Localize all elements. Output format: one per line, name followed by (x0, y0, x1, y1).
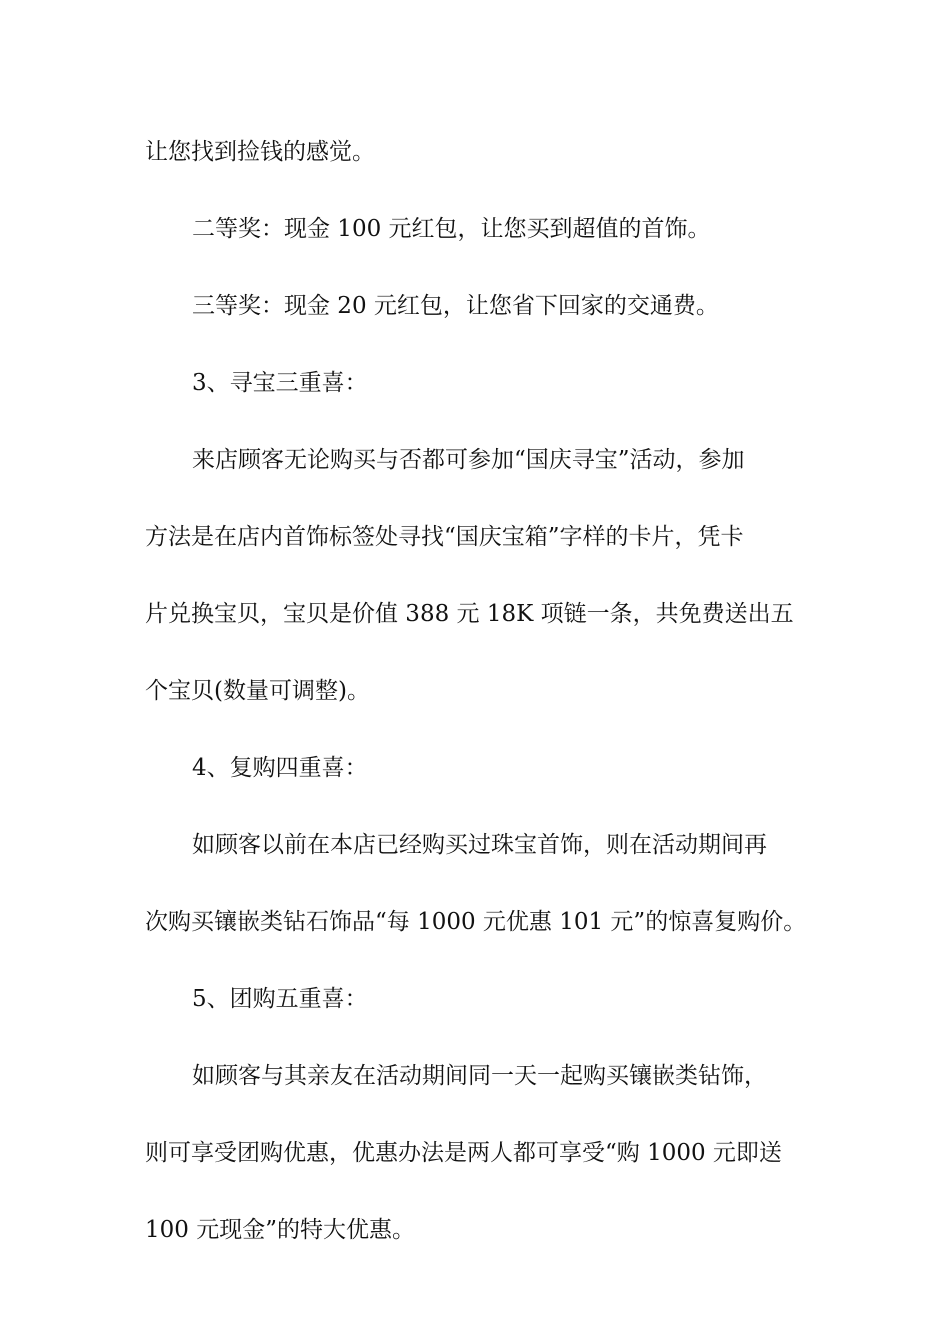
text-line: 次购买镶嵌类钻石饰品“每 1000 元优惠 101 元”的惊喜复购价。 (145, 909, 807, 935)
text-line: 方法是在店内首饰标签处寻找“国庆宝箱”字样的卡片，凭卡 (145, 524, 744, 550)
document-body (145, 114, 815, 1269)
text-line: 让您找到捡钱的感觉。 (145, 139, 375, 165)
text-line: 100 元现金”的特大优惠。 (145, 1217, 415, 1243)
text-line: 片兑换宝贝，宝贝是价值 388 元 18K 项链一条，共免费送出五 (145, 601, 794, 627)
text-line: 二等奖：现金 100 元红包，让您买到超值的首饰。 (192, 216, 711, 242)
section-heading: 3、寻宝三重喜： (192, 370, 368, 396)
text-line: 则可享受团购优惠，优惠办法是两人都可享受“购 1000 元即送 (145, 1140, 782, 1166)
text-line: 三等奖：现金 20 元红包，让您省下回家的交通费。 (192, 293, 719, 319)
section-heading: 4、复购四重喜： (192, 755, 368, 781)
section-heading: 5、团购五重喜： (192, 986, 368, 1012)
text-line: 来店顾客无论购买与否都可参加“国庆寻宝”活动，参加 (192, 447, 745, 473)
text-line: 如顾客与其亲友在活动期间同一天一起购买镶嵌类钻饰， (192, 1063, 767, 1089)
text-line: 个宝贝(数量可调整)。 (145, 678, 370, 704)
text-line: 如顾客以前在本店已经购买过珠宝首饰，则在活动期间再 (192, 832, 767, 858)
